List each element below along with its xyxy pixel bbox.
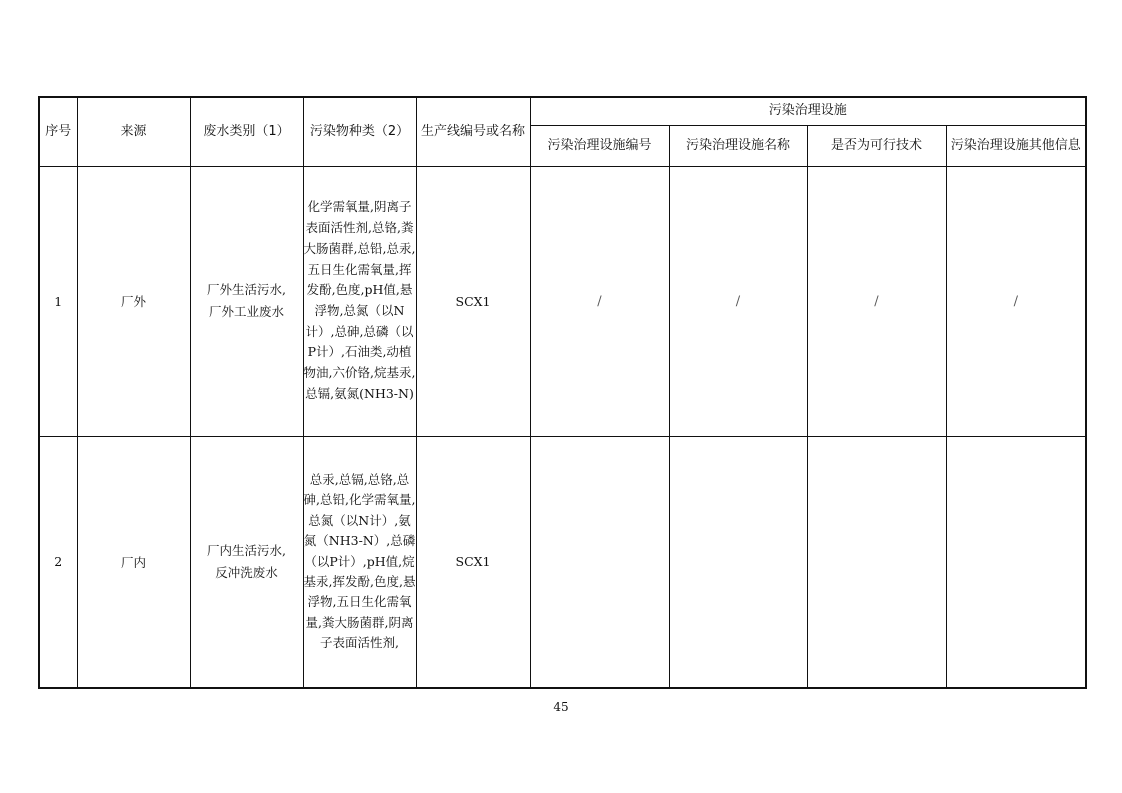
table-row bbox=[39, 436, 1086, 688]
header-facility-id: 污染治理设施编号 bbox=[530, 125, 669, 166]
page-number: 45 bbox=[553, 700, 569, 714]
cell-wastewater-type: 厂外生活污水,厂外工业废水 bbox=[190, 166, 303, 436]
header-seq: 序号 bbox=[39, 97, 77, 166]
cell-facility-name: / bbox=[669, 166, 807, 436]
cell-wastewater-type: 厂内生活污水,反冲洗废水 bbox=[190, 436, 303, 688]
cell-facility-name bbox=[669, 436, 807, 688]
header-pollutant-type: 污染物种类（2） bbox=[303, 97, 416, 166]
table-row bbox=[39, 166, 1086, 436]
header-facility-group: 污染治理设施 bbox=[530, 97, 1086, 125]
cell-line-id: SCX1 bbox=[416, 166, 530, 436]
cell-pollutants: 总汞,总镉,总铬,总砷,总铅,化学需氧量,总氮（以N计）,氨氮（NH3-N）,总磷（以P计）,pH值,烷基汞,挥发酚,色度,悬浮物,五日生化需氧量,粪大肠菌群,阴离子表面活性剂, bbox=[303, 436, 416, 688]
cell-seq: 1 bbox=[39, 166, 77, 436]
cell-facility-id: / bbox=[530, 166, 669, 436]
header-facility-other: 污染治理设施其他信息 bbox=[946, 125, 1086, 166]
cell-facility-other: / bbox=[946, 166, 1086, 436]
cell-feasible: / bbox=[807, 166, 946, 436]
wastewater-table bbox=[38, 96, 1087, 689]
header-feasible: 是否为可行技术 bbox=[807, 125, 946, 166]
cell-facility-other bbox=[946, 436, 1086, 688]
header-wastewater-type: 废水类别（1） bbox=[190, 97, 303, 166]
cell-feasible bbox=[807, 436, 946, 688]
cell-source: 厂外 bbox=[77, 166, 190, 436]
cell-pollutants: 化学需氧量,阴离子表面活性剂,总铬,粪大肠菌群,总铅,总汞,五日生化需氧量,挥发酚,色度,pH值,悬浮物,总氮（以N计）,总砷,总磷（以P计）,石油类,动植物油,六价铬,烷基汞,总镉,氨氮(NH3-N) bbox=[303, 166, 416, 436]
header-facility-name: 污染治理设施名称 bbox=[669, 125, 807, 166]
header-source: 来源 bbox=[77, 97, 190, 166]
cell-facility-id bbox=[530, 436, 669, 688]
cell-line-id: SCX1 bbox=[416, 436, 530, 688]
cell-seq: 2 bbox=[39, 436, 77, 688]
header-line-id: 生产线编号或名称 bbox=[416, 97, 530, 166]
cell-source: 厂内 bbox=[77, 436, 190, 688]
